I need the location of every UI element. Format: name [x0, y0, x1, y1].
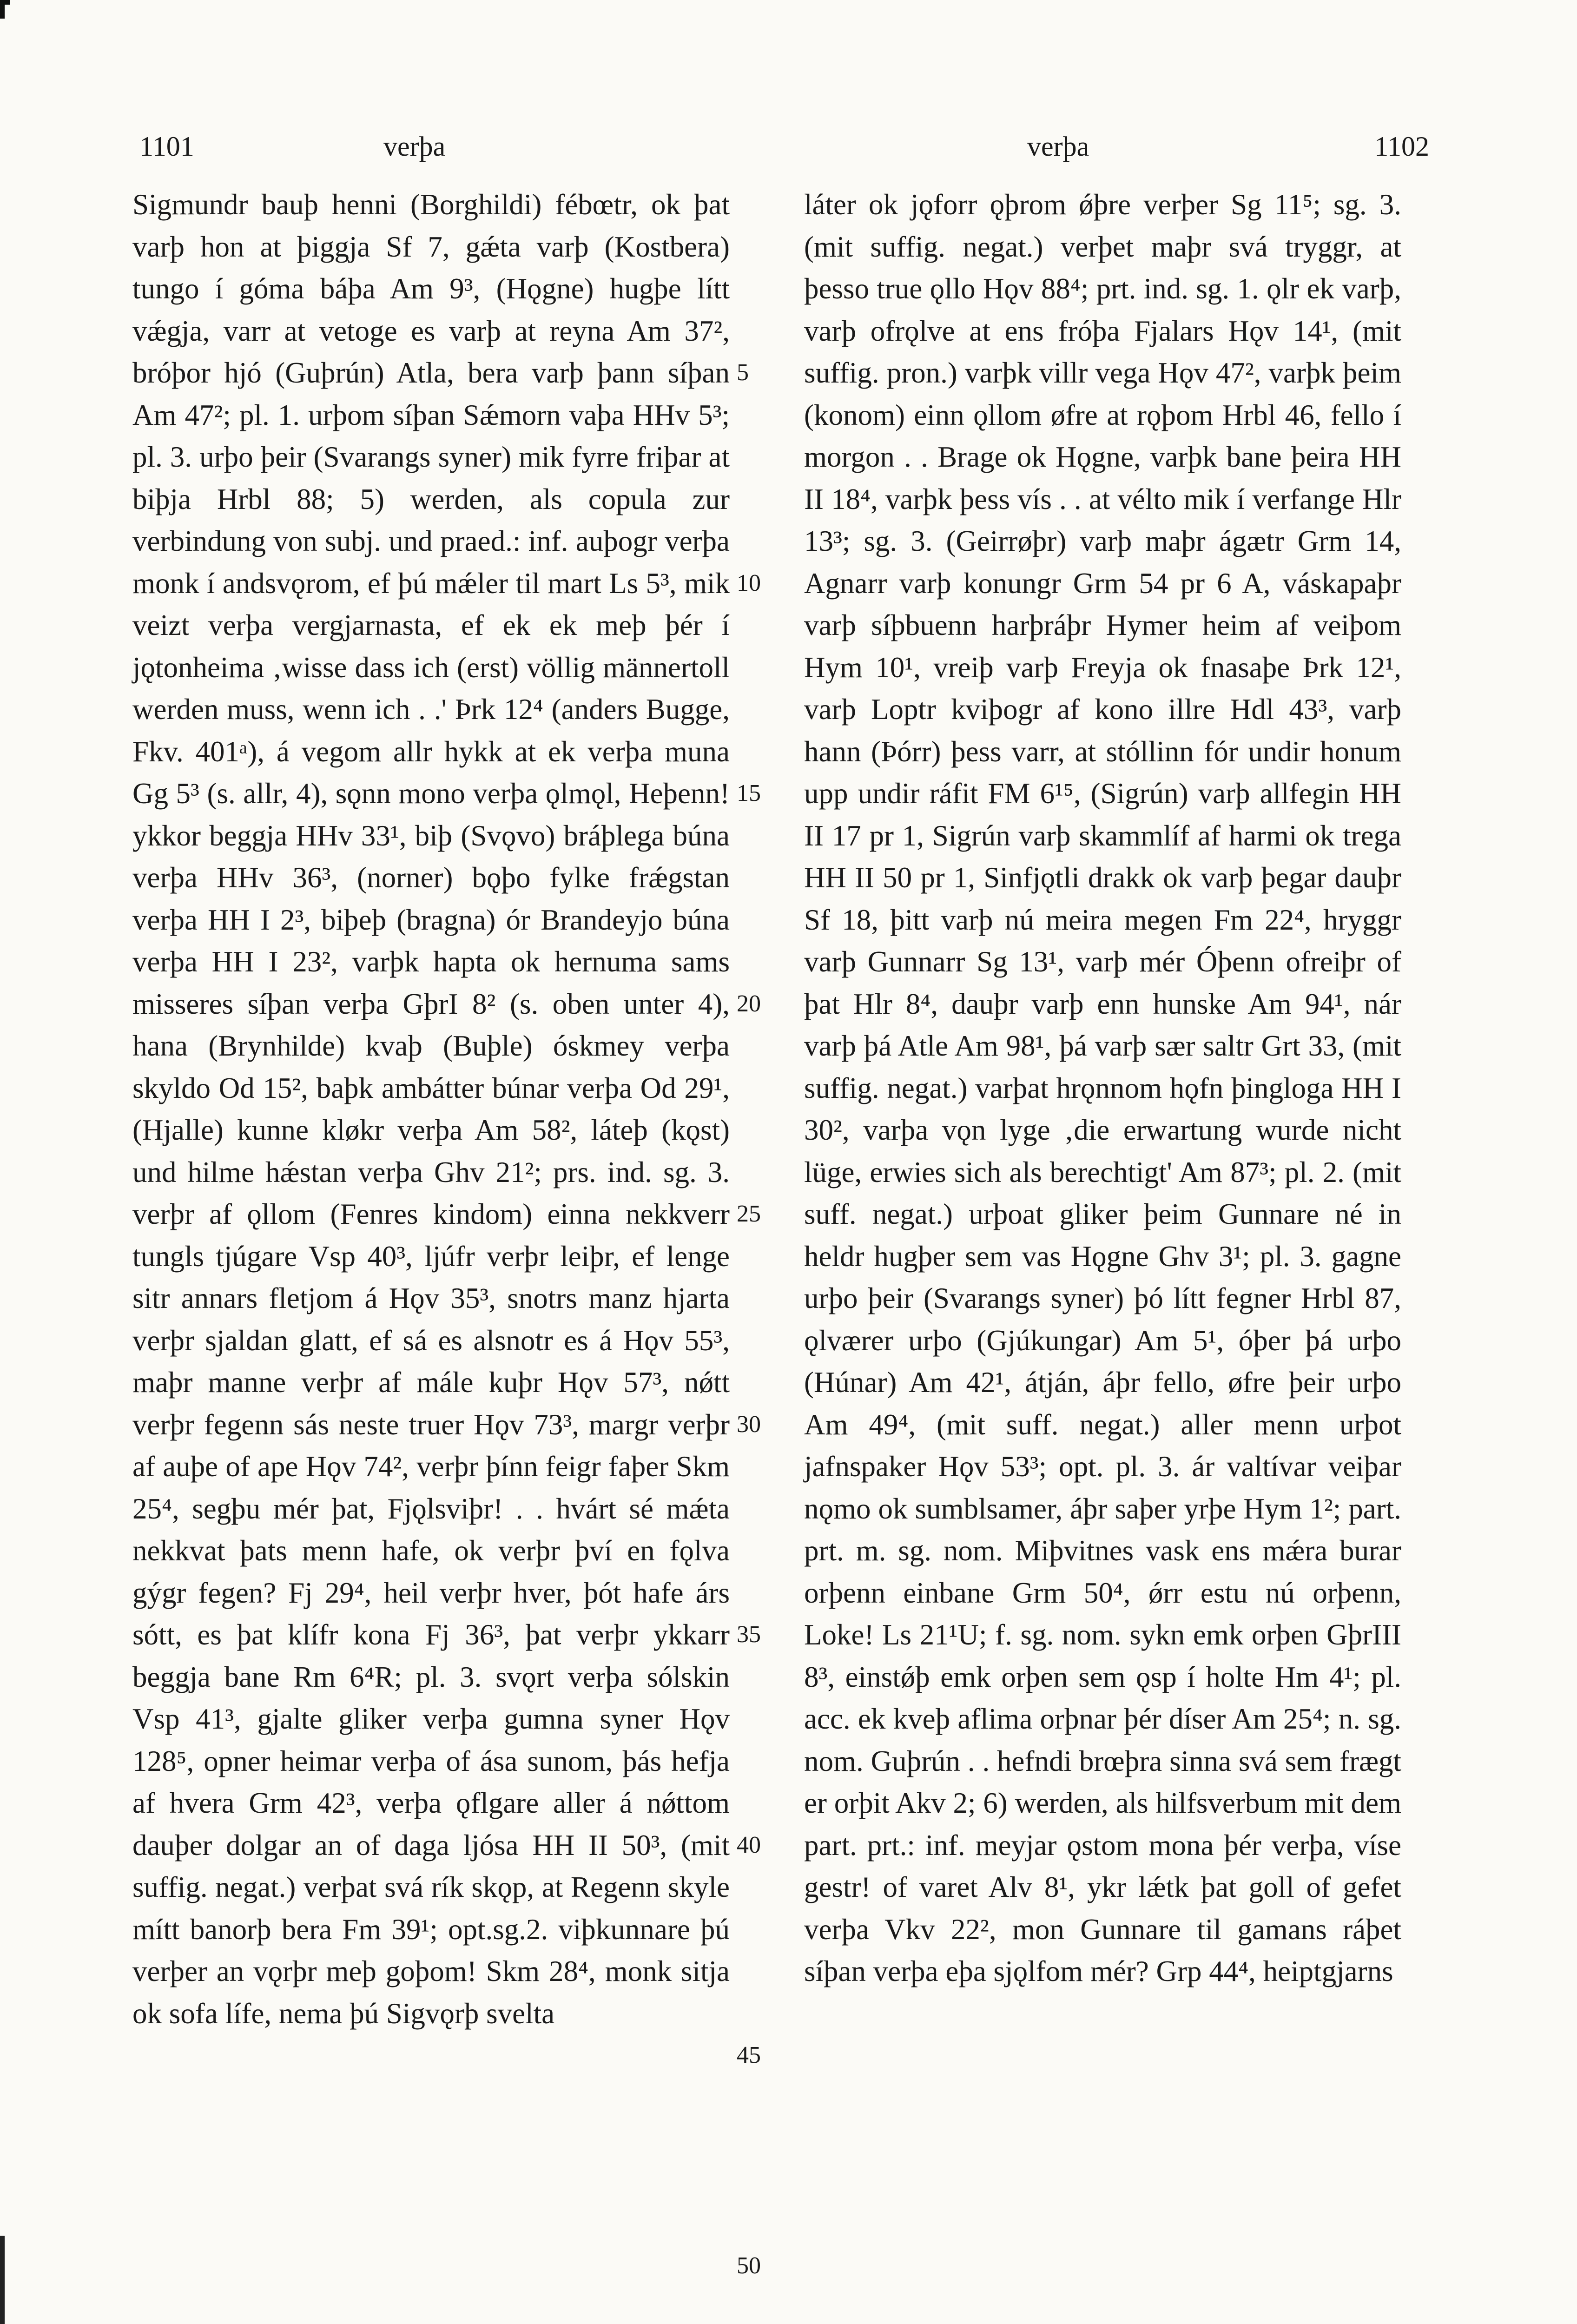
left-column-text: Sigmundr bauþ henni (Borghildi) fébœtr, ok þat varþ hon at þiggja Sf 7, gǽta varþ (Kostbera) tungo í góma báþa Am 9³, (Hǫgne) hugþe lítt vǽgja, varr at vetoge es varþ at reyna Am 37², bróþor hjó (Guþrún) Atla, bera varþ þann síþan Am 47²; pl. 1. urþom síþan Sǽmorn vaþa HHv 5³; pl. 3. urþo þeir (Svarangs syner) mik fyrre friþar at biþja Hrbl 88; 5) werden, als copula zur verbindung von subj. und praed.: inf. auþogr verþa monk í andsvǫrom, ef þú mǽler til mart Ls 5³, mik veizt verþa vergjarnasta, ef ek ek meþ þér í jǫtonheima ‚wisse dass ich (erst) völlig männertoll werden muss, wenn ich . .' Þrk 12⁴ (anders Bugge, Fkv. 401ᵃ), á vegom allr hykk at ek verþa muna Gg 5³ (s. allr, 4), sǫnn mono verþa ǫlmǫl, Heþenn! ykkor beggja HHv 33¹, biþ (Svǫvo) bráþlega búna verþa HHv 36³, (norner) bǫþo fylke frǽgstan verþa HH I 2³, biþeþ (bragna) ór Brandeyjo búna verþa HH I 23², varþk hapta ok hernuma sams misseres síþan verþa GþrI 8² (s. oben unter 4), hana (Brynhilde) kvaþ (Buþle) óskmey verþa skyldo Od 15², baþk ambátter búnar verþa Od 29¹, (Hjalle) kunne kløkr verþa Am 58², láteþ (kǫst) und hilme hǽstan verþa Ghv 21²; prs. ind. sg. 3. verþr af ǫllom (Fenres kindom) einna nekkverr tungls tjúgare Vsp 40³, ljúfr verþr leiþr, ef lenge sitr annars fletjom á Hǫv 35³, snotrs manz hjarta verþr sjaldan glatt, ef sá es alsnotr es á Hǫv 55³, maþr manne verþr af mále kuþr Hǫv 57³, nǿtt verþr fegenn sás neste truer Hǫv 73³, margr verþr af auþe of ape Hǫv 74², verþr þínn feigr faþer Skm 25⁴, segþu mér þat, Fjǫlsviþr! . . hvárt sé mǽta nekkvat þats menn hafe, ok verþr því en fǫlva gýgr fegen? Fj 29⁴, heil verþr hver, þót hafe árs sótt, es þat klífr kona Fj 36³, þat verþr ykkarr beggja bane Rm 6⁴R; pl. 3. svǫrt verþa sólskin Vsp 41³, gjalte gliker verþa gumna syner Hǫv 128⁵, opner heimar verþa of ása sunom, þás hefja af hvera Grm 42³, verþa ǫflgare aller á nǿttom dauþer dolgar an of daga ljósa HH II 50³, (mit suffig. negat.) verþat svá rík skǫp, at Regenn skyle mítt banorþ bera Fm 39¹; opt.sg.2. viþkunnare þú verþer an vǫrþr meþ goþom! Skm 28⁴, monk sitja ok sofa lífe, nema þú Sigvǫrþ svelta	[132, 188, 730, 2030]
right-column	[804, 184, 1401, 1993]
line-number: 25	[737, 1201, 761, 1227]
line-number: 5	[737, 359, 749, 386]
line-number: 40	[737, 1832, 761, 1858]
edge-mark	[0, 2236, 5, 2324]
page-number-left: 1101	[139, 131, 194, 162]
headword-left: verþa	[383, 131, 446, 162]
line-number: 35	[737, 1621, 761, 1648]
line-number: 50	[737, 2252, 761, 2279]
page-header	[139, 125, 1429, 167]
page-number-right: 1102	[1374, 131, 1429, 162]
left-column	[132, 184, 730, 2034]
right-column-text: láter ok jǫforr ǫþrom ǿþre verþer Sg 11⁵; sg. 3. (mit suffig. negat.) verþet maþr svá tryggr, at þesso true ǫllo Hǫv 88⁴; prt. ind. sg. 1. ǫlr ek varþ, varþ ofrǫlve at ens fróþa Fjalars Hǫv 14¹, (mit suffig. pron.) varþk villr vega Hǫv 47², varþk þeim (konom) einn ǫllom øfre at rǫþom Hrbl 46, fello í morgon . . Brage ok Hǫgne, varþk bane þeira HH II 18⁴, varþk þess vís . . at vélto mik í verfange Hlr 13³; sg. 3. (Geirrøþr) varþ maþr ágætr Grm 14, Agnarr varþ konungr Grm 54 pr 6 A, váskapaþr varþ síþbuenn harþráþr Hymer heim af veiþom Hym 10¹, vreiþ varþ Freyja ok fnasaþe Þrk 12¹, varþ Loptr kviþogr af kono illre Hdl 43³, varþ hann (Þórr) þess varr, at stóllinn fór undir honum upp undir ráfit FM 6¹⁵, (Sigrún) varþ allfegin HH II 17 pr 1, Sigrún varþ skammlíf af harmi ok trega HH II 50 pr 1, Sinfjǫtli drakk ok varþ þegar dauþr Sf 18, þitt varþ nú meira megen Fm 22⁴, hryggr varþ Gunnarr Sg 13¹, varþ mér Óþenn ofreiþr of þat Hlr 8⁴, dauþr varþ enn hunske Am 94¹, nár varþ þá Atle Am 98¹, þá varþ sær saltr Grt 33, (mit suffig. negat.) varþat hrǫnnom hǫfn þingloga HH I 30², varþa vǫn lyge ‚die erwartung wurde nicht lüge, erwies sich als berechtigt' Am 87³; pl. 2. (mit suff. negat.) urþoat gliker þeim Gunnare né in heldr hugþer sem vas Hǫgne Ghv 3¹; pl. 3. gagne urþo þeir (Svarangs syner) þó lítt fegner Hrbl 87, ǫlværer urþo (Gjúkungar) Am 5¹, óþer þá urþo (Húnar) Am 42¹, átján, áþr fello, øfre þeir urþo Am 49⁴, (mit suff. negat.) aller menn urþot jafnspaker Hǫv 53³; opt. pl. 3. ár valtívar veiþar nǫmo ok sumblsamer, áþr saþer yrþe Hym 1²; part. prt. m. sg. nom. Miþvitnes vask ens mǽra burar orþenn einbane Grm 50⁴, ǿrr estu nú orþenn, Loke! Ls 21¹U; f. sg. nom. sykn emk orþen GþrIII 8³, einstǿþ emk orþen sem ǫsp í holte Hm 4¹; pl. acc. ek kveþ aflima orþnar þér díser Am 25⁴; n. sg. nom. Guþrún . . hefndi brœþra sinna svá sem frægt er orþit Akv 2; 6) werden, als hilfsverbum mit dem part. prt.: inf. meyjar ǫstom mona þér verþa, víse gestr! of varet Alv 8¹, ykr lǽtk þat goll of gefet verþa Vkv 22², mon Gunnare til gamans ráþet síþan verþa eþa sjǫlfom mér? Grp 44⁴, heiptgjarns	[804, 188, 1401, 1987]
line-number: 45	[737, 2042, 761, 2068]
line-numbers	[737, 184, 788, 2324]
line-number: 30	[737, 1411, 761, 1438]
line-number: 15	[737, 780, 761, 806]
corner-mark	[0, 0, 10, 19]
headword-right: verþa	[1027, 131, 1089, 162]
line-number: 10	[737, 570, 761, 596]
line-number: 20	[737, 990, 761, 1017]
